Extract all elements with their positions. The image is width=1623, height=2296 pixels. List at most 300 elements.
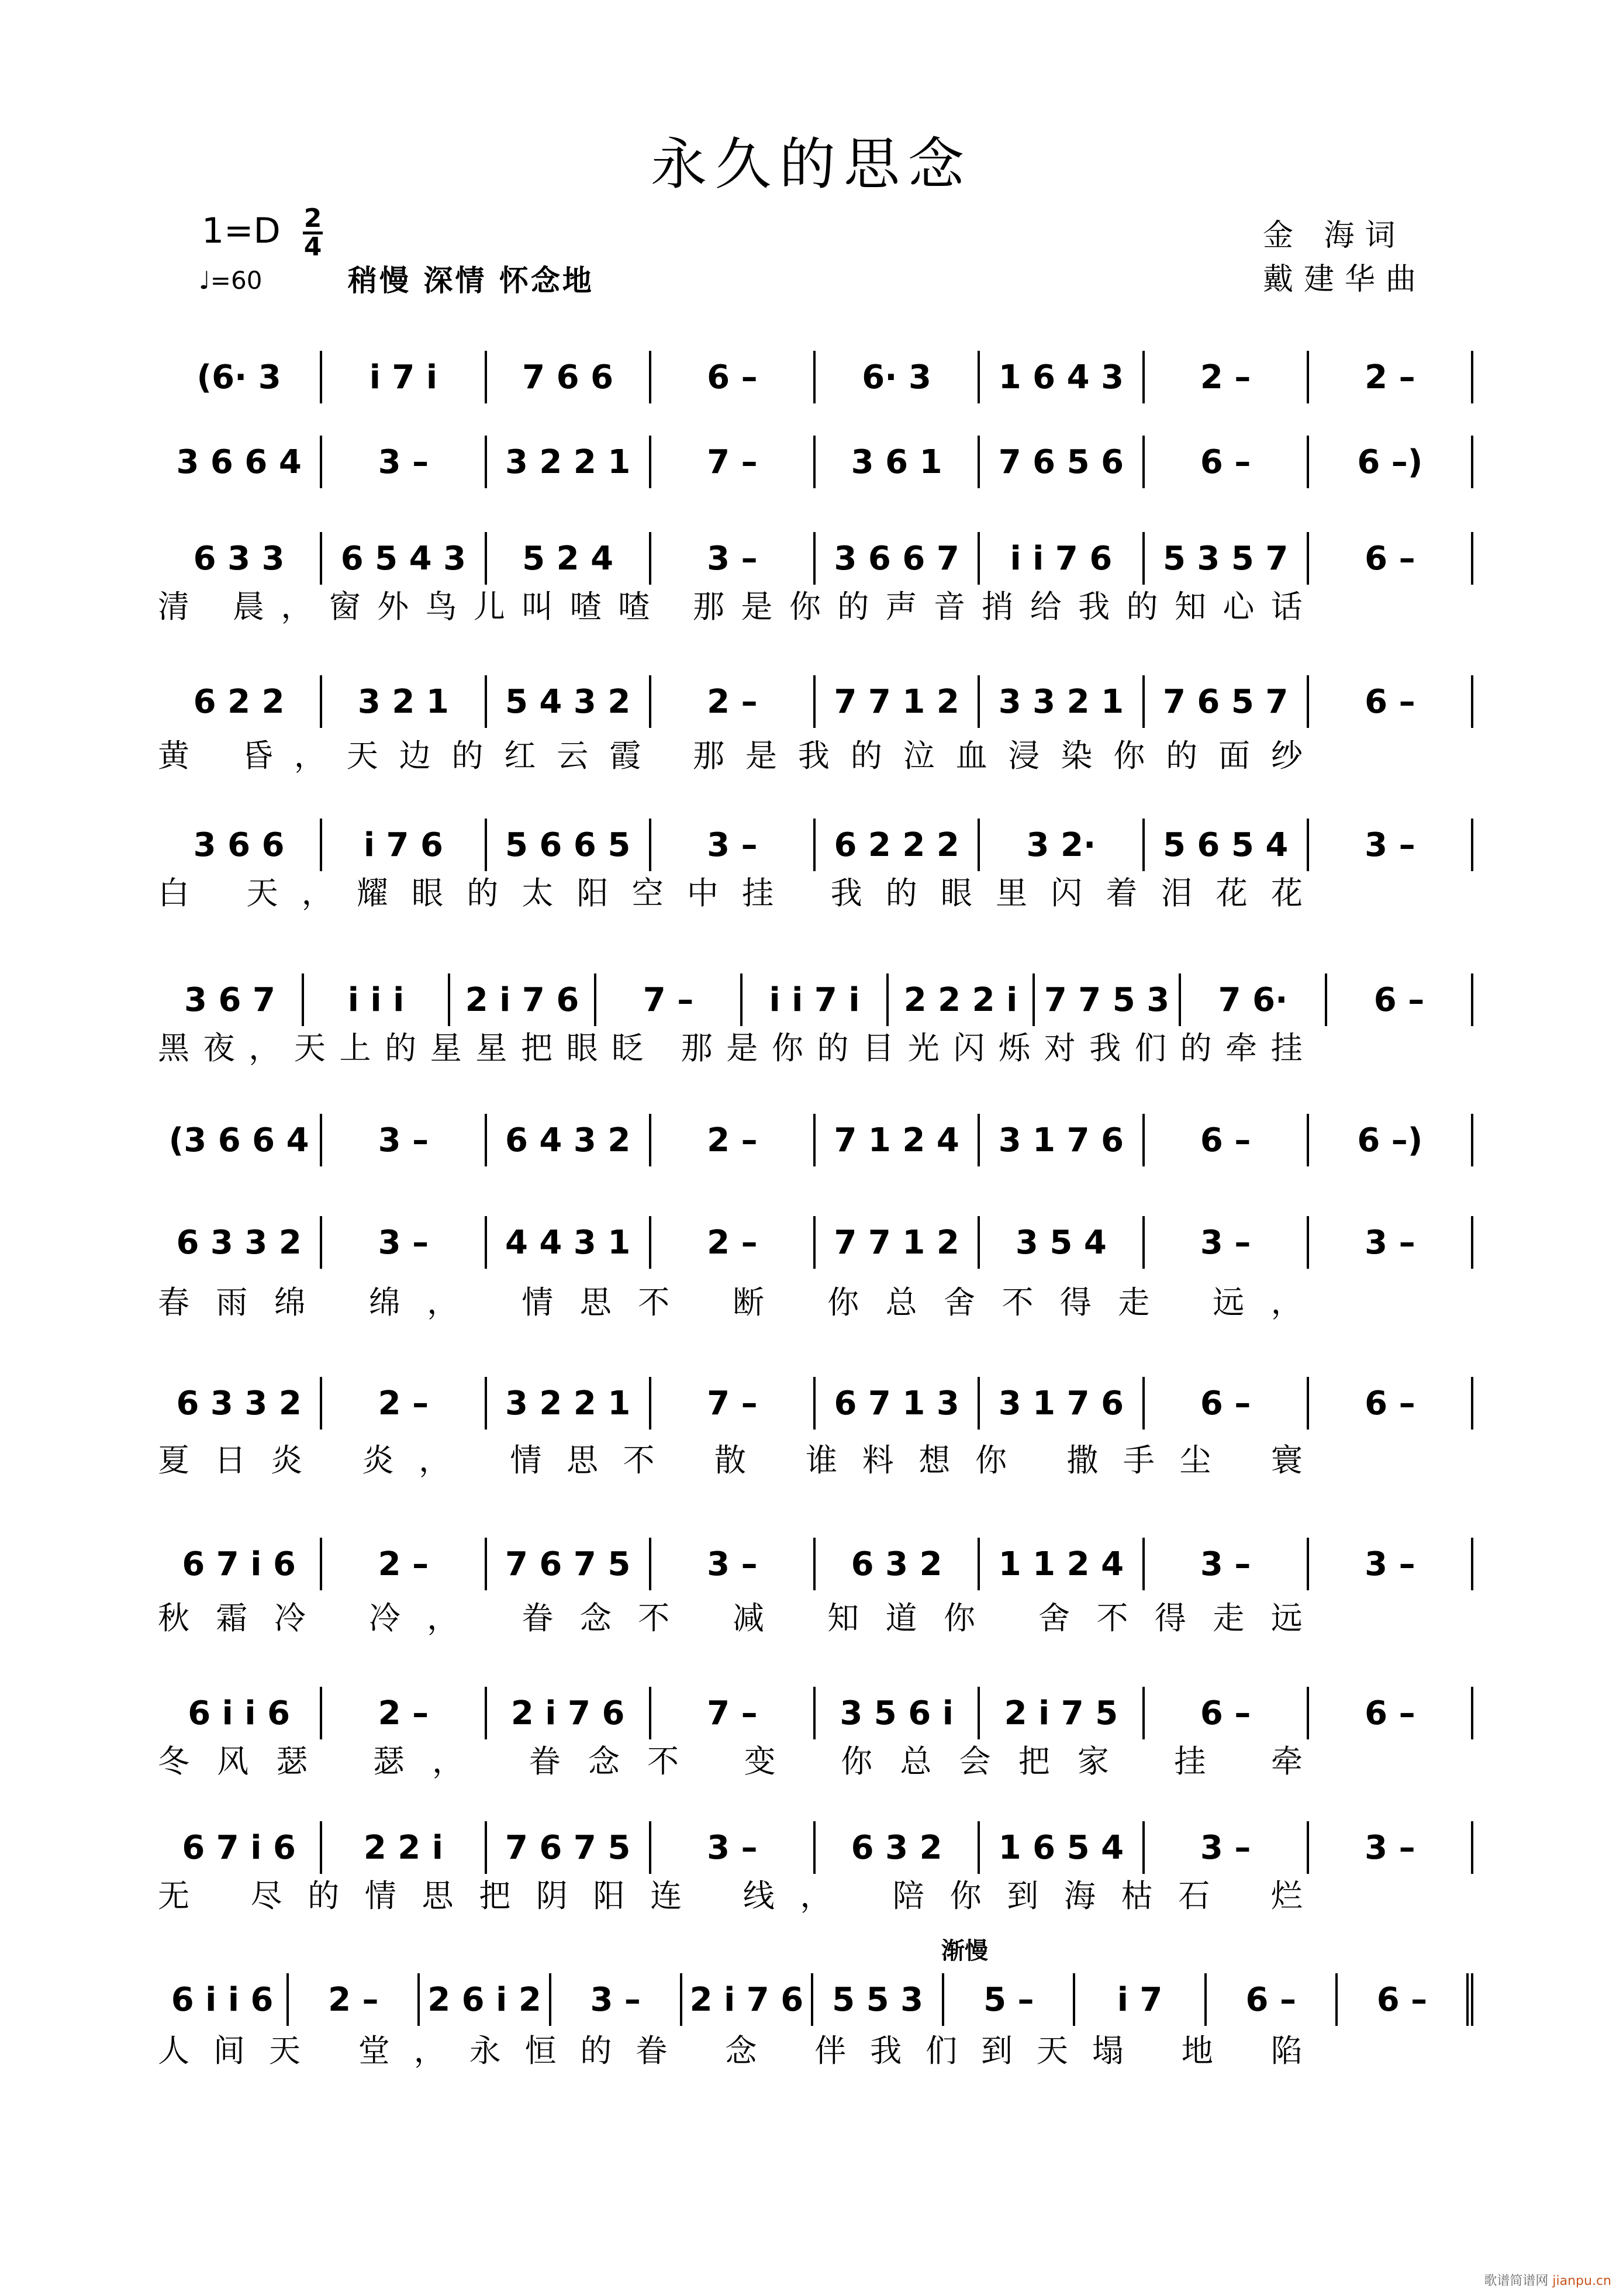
time-signature [303, 203, 323, 262]
measure: 6 – [1327, 973, 1473, 1026]
lyric-char: 线 [743, 1877, 776, 1914]
lyric-char: 无 [158, 1877, 191, 1914]
lyric-char: 染 [1061, 737, 1094, 774]
lyric-char: 得 [1059, 1284, 1093, 1321]
measure: 2 2 2 i [889, 973, 1035, 1026]
lyric-char: 远 [1213, 1284, 1246, 1321]
lyric-char: 不 [638, 1284, 671, 1321]
lyric-char: 夏 [158, 1442, 191, 1479]
lyric-line [158, 2026, 1304, 2067]
lyric-char [1032, 1435, 1043, 1476]
measure: 2 – [651, 1114, 816, 1166]
lyric-char: 那 [681, 1030, 714, 1066]
measure: 5 4 3 2 [487, 675, 651, 728]
measure: 3 2 2 1 [487, 436, 651, 488]
lyric-char: 星 [430, 1030, 463, 1066]
measure: 1 1 2 4 [980, 1538, 1144, 1590]
lyric-char: ， [427, 1284, 460, 1321]
lyric-char: 的 [308, 1877, 341, 1914]
measure: 2 – [322, 1687, 486, 1739]
lyric-line [158, 1871, 1304, 1912]
measure: 6 4 3 2 [487, 1114, 651, 1166]
measure: 6 – [1145, 436, 1309, 488]
measure: i 7 6 [322, 819, 486, 871]
lyric-line [158, 1435, 1304, 1479]
lyric-char: 尘 [1179, 1442, 1213, 1479]
measure: 4 4 3 1 [487, 1216, 651, 1269]
lyric-char: 边 [399, 737, 432, 774]
lyric-char: 上 [339, 1030, 372, 1066]
lyric-char [696, 1278, 707, 1318]
watermark [1484, 2271, 1611, 2289]
lyric-char: 塌 [1092, 2032, 1125, 2069]
lyric-char [791, 1278, 802, 1318]
lyric-char [679, 1435, 690, 1476]
lyric-char: 冷 [274, 1600, 307, 1636]
lyric-char: ， [281, 588, 314, 625]
lyric-char: 太 [522, 875, 555, 912]
measure: (3 6 6 4 [158, 1114, 322, 1166]
lyric-char: 光 [907, 1030, 941, 1066]
measure: i i 7 6 [980, 532, 1144, 585]
measure: i 7 [1075, 1973, 1206, 2026]
measure: 1 6 4 3 [980, 351, 1144, 403]
lyric-char: 陷 [1270, 2032, 1304, 2069]
lyric-char: 石 [1178, 1877, 1211, 1914]
lyric-char: 的 [580, 2032, 613, 2069]
lyric-char: 是 [741, 588, 774, 625]
lyric-char: 捎 [982, 588, 1015, 625]
measure: 2 i 7 6 [682, 1973, 813, 2026]
lyric-char: 散 [714, 1442, 747, 1479]
lyric-char: 想 [918, 1442, 952, 1479]
lyric-char: 得 [1154, 1600, 1187, 1636]
measure: 7 6 5 7 [1145, 675, 1309, 728]
lyric-char: ， [427, 1600, 460, 1636]
lyric-char: 天 [1036, 2032, 1069, 2069]
measure: 7 6 5 6 [980, 436, 1144, 488]
lyric-char: ， [301, 875, 334, 912]
score-line [158, 1821, 1473, 1874]
ritardando-annotation: 渐慢 [941, 1938, 988, 1964]
lyric-char [332, 1278, 343, 1318]
lyric-char: 你 [975, 1442, 1008, 1479]
lyric-char: 你 [841, 1743, 874, 1780]
measure: 6 3 3 2 [158, 1377, 322, 1430]
lyric-char: ， [248, 1030, 282, 1066]
lyric-char: 泣 [903, 737, 936, 774]
lyric-char: 到 [1007, 1877, 1040, 1914]
lyric-char: 儿 [473, 588, 506, 625]
lyric-char [213, 868, 224, 909]
lyric-char: ， [293, 737, 327, 774]
lyric-char [1002, 1593, 1013, 1634]
lyric-char: 走 [1213, 1600, 1246, 1636]
measure: 3 – [1145, 1216, 1309, 1269]
lyric-char: 走 [1118, 1284, 1151, 1321]
measure: 6 3 2 [816, 1538, 980, 1590]
lyric-char: 浸 [1008, 737, 1041, 774]
lyric-char: 舍 [1038, 1600, 1072, 1636]
lyric-char: 到 [981, 2032, 1014, 2069]
lyric-char: 空 [631, 875, 665, 912]
measure: 3 6 6 7 [816, 532, 980, 585]
lyric-char: 阳 [593, 1877, 626, 1914]
measure: 3 5 6 i [816, 1687, 980, 1739]
lyric-char: 恒 [524, 2032, 558, 2069]
lyric-line [158, 582, 1304, 623]
lyric-char: 阴 [536, 1877, 569, 1914]
lyric-char: 我 [1089, 1030, 1123, 1066]
lyric-char: 眼 [940, 875, 973, 912]
lyric-char: 的 [817, 1030, 850, 1066]
lyric-char: 闪 [953, 1030, 986, 1066]
lyric-char: 的 [850, 737, 883, 774]
lyric-char: 的 [451, 737, 485, 774]
measure: 7 6· [1181, 973, 1327, 1026]
lyric-char: 尽 [250, 1877, 284, 1914]
lyric-char: 窗 [329, 588, 362, 625]
lyricist-credit: 金 海词 [1263, 218, 1406, 253]
measure: 5 3 5 7 [1145, 532, 1309, 585]
lyric-char: 念 [725, 2032, 758, 2069]
lyric-line [158, 1736, 1304, 1780]
lyric-char [771, 1435, 782, 1476]
lyric-char: 谁 [806, 1442, 839, 1479]
lyric-char: 眼 [412, 875, 445, 912]
measure: 6 – [1338, 1973, 1473, 2026]
measure: 3 5 4 [980, 1216, 1144, 1269]
measure: 3 6 6 4 [158, 436, 322, 488]
lyric-char: 晨 [232, 588, 265, 625]
lyric-char: 对 [1044, 1030, 1077, 1066]
lyric-char: 远 [1270, 1600, 1304, 1636]
measure: 3 – [322, 436, 486, 488]
lyric-char [666, 582, 677, 623]
lyric-char: 白 [158, 875, 191, 912]
score-line [158, 1377, 1473, 1430]
measure: i 7 i [322, 351, 486, 403]
measure: 6· 3 [816, 351, 980, 403]
lyric-char [857, 1871, 868, 1912]
lyric-char: 炎 [271, 1442, 304, 1479]
lyric-char [1137, 1736, 1148, 1777]
measure: 7 – [651, 436, 816, 488]
lyric-char: 给 [1030, 588, 1063, 625]
lyric-char: 的 [1180, 1030, 1213, 1066]
measure: 2 6 i 2 [420, 1973, 551, 2026]
lyric-char: 烁 [999, 1030, 1032, 1066]
lyric-char [657, 1023, 668, 1064]
measure: 2 2 i [322, 1821, 486, 1874]
time-signature-bottom: 4 [303, 232, 322, 262]
lyric-char: 人 [158, 2032, 191, 2069]
lyric-char: 你 [771, 1030, 804, 1066]
lyric-char [485, 1593, 496, 1634]
lyric-char: 思 [579, 1284, 613, 1321]
measure: 6 3 3 [158, 532, 322, 585]
lyric-char: 瑟 [276, 1743, 309, 1780]
measure: 5 6 6 5 [487, 819, 651, 871]
measure: 7 6 7 5 [487, 1821, 651, 1874]
lyric-char: 是 [745, 737, 779, 774]
lyric-char [206, 582, 217, 623]
lyric-char: 鸟 [425, 588, 458, 625]
lyric-char: 连 [650, 1877, 683, 1914]
tempo-marking: ♩=60 [199, 266, 263, 295]
lyric-char: 道 [885, 1600, 918, 1636]
lyric-char: 眼 [566, 1030, 599, 1066]
score-line [158, 675, 1473, 728]
score-line [158, 1538, 1473, 1590]
lyric-char [781, 2026, 792, 2067]
lyric-char: 变 [744, 1743, 777, 1780]
measure: 6 – [651, 351, 816, 403]
measure: 3 – [651, 1538, 816, 1590]
measure: 6 2 2 [158, 675, 322, 728]
lyric-char: 目 [862, 1030, 896, 1066]
measure: 7 7 1 2 [816, 1216, 980, 1269]
lyric-char: 声 [885, 588, 918, 625]
lyric-char: 秋 [158, 1600, 191, 1636]
lyric-char: 喳 [569, 588, 603, 625]
lyric-char: 我 [870, 2032, 903, 2069]
lyric-char: 喳 [618, 588, 651, 625]
lyric-char [1148, 2026, 1159, 2067]
lyric-char [803, 1736, 814, 1777]
measure: 2 i 7 6 [487, 1687, 651, 1739]
lyric-char: 堂 [358, 2032, 391, 2069]
lyric-char: 天 [246, 875, 279, 912]
song-title: 永久的思念 [651, 132, 972, 197]
lyric-char: 们 [926, 2032, 959, 2069]
measure: 6 3 2 [816, 1821, 980, 1874]
lyric-char: 瑟 [372, 1743, 406, 1780]
lyric-char: 音 [933, 588, 966, 625]
measure: 7 7 5 3 [1035, 973, 1181, 1026]
lyric-char [707, 1871, 719, 1912]
lyric-char: 烂 [1270, 1877, 1304, 1914]
lyric-char [797, 868, 808, 909]
lyric-char: 叫 [522, 588, 555, 625]
expression-marking: 稍慢 深情 怀念地 [348, 264, 594, 298]
lyric-char: 中 [686, 875, 720, 912]
watermark-site: jianpu.cn [1552, 2274, 1611, 2288]
composer-credit: 戴建华曲 [1263, 262, 1427, 297]
measure: 7 1 2 4 [816, 1114, 980, 1166]
lyric-char: 永 [469, 2032, 502, 2069]
lyric-char: 不 [1096, 1600, 1130, 1636]
measure: 2 – [322, 1377, 486, 1430]
lyric-char: 我 [797, 737, 831, 774]
lyric-char: 情 [364, 1877, 398, 1914]
measure: 6 – [1309, 1687, 1473, 1739]
lyric-char: 日 [214, 1442, 247, 1479]
measure: 6 i i 6 [158, 1687, 322, 1739]
lyric-char: 红 [504, 737, 537, 774]
measure: 2 – [651, 675, 816, 728]
lyric-char: 黄 [158, 737, 191, 774]
lyric-char [1236, 1435, 1247, 1476]
measure: 3 6 1 [816, 436, 980, 488]
measure: i i 7 i [743, 973, 889, 1026]
lyric-char: 念 [579, 1600, 613, 1636]
measure: 3 – [1309, 1538, 1473, 1590]
measure: 3 2 2 1 [487, 1377, 651, 1430]
lyric-char: 绵 [368, 1284, 402, 1321]
lyric-char: 春 [158, 1284, 191, 1321]
lyric-char: 云 [557, 737, 590, 774]
lyric-char: 的 [885, 875, 918, 912]
lyric-char: 把 [1018, 1743, 1051, 1780]
lyric-char: 话 [1270, 588, 1304, 625]
measure: 7 – [651, 1377, 816, 1430]
lyric-char: ， [419, 1442, 452, 1479]
measure: 6 7 i 6 [158, 1538, 322, 1590]
lyric-char: 霞 [609, 737, 643, 774]
lyric-char: ， [413, 2032, 447, 2069]
measure: 2 – [1145, 351, 1309, 403]
measure: 3 – [551, 1973, 682, 2026]
lyric-char: 黑 [158, 1030, 191, 1066]
lyric-char: 我 [1078, 588, 1111, 625]
lyric-char [324, 2026, 336, 2067]
lyric-char: 的 [467, 875, 500, 912]
score-line [158, 351, 1473, 403]
lyric-char: 不 [623, 1442, 656, 1479]
lyric-char: 绵 [274, 1284, 307, 1321]
lyric-char: 不 [647, 1743, 681, 1780]
lyric-char: 间 [213, 2032, 246, 2069]
measure: 6 7 i 6 [158, 1821, 322, 1874]
lyric-char: 纱 [1270, 737, 1304, 774]
lyric-char [1234, 1736, 1245, 1777]
lyric-char: 眨 [612, 1030, 645, 1066]
lyric-char: 里 [996, 875, 1029, 912]
measure: 6 –) [1309, 1114, 1473, 1166]
lyric-char [210, 731, 222, 772]
lyric-char [1235, 1871, 1246, 1912]
measure: 6 – [1145, 1687, 1309, 1739]
lyric-char: 心 [1223, 588, 1256, 625]
lyric-char: 减 [733, 1600, 766, 1636]
measure: 5 6 5 4 [1145, 819, 1309, 871]
measure: 3 – [1309, 1216, 1473, 1269]
lyric-char: ， [1270, 1284, 1304, 1321]
lyric-char: 是 [726, 1030, 759, 1066]
lyric-char: 挂 [742, 875, 775, 912]
measure: 1 6 5 4 [980, 1821, 1144, 1874]
lyric-char: 血 [955, 737, 989, 774]
lyric-char: ， [432, 1743, 465, 1780]
lyric-char: 陪 [892, 1877, 926, 1914]
measure: i i i [304, 973, 450, 1026]
lyric-char [706, 1736, 717, 1777]
score-line [158, 532, 1473, 585]
measure: 6 – [1207, 1973, 1338, 2026]
measure: 2 – [289, 1973, 420, 2026]
lyric-char: 总 [885, 1284, 918, 1321]
lyric-char: 的 [1166, 737, 1199, 774]
lyric-char: 那 [693, 737, 726, 774]
measure: 5 2 4 [487, 532, 651, 585]
lyric-char: 炎 [362, 1442, 395, 1479]
measure: 3 – [651, 1821, 816, 1874]
lyric-char: 撒 [1066, 1442, 1100, 1479]
lyric-char: 那 [693, 588, 726, 625]
measure: 6 i i 6 [158, 1973, 289, 2026]
lyric-char: 总 [900, 1743, 933, 1780]
lyric-char: 家 [1077, 1743, 1110, 1780]
lyric-char: 思 [566, 1442, 599, 1479]
measure: 6 7 1 3 [816, 1377, 980, 1430]
lyric-char: 花 [1215, 875, 1249, 912]
measure: 3 – [651, 819, 816, 871]
lyric-char: 思 [422, 1877, 455, 1914]
measure: 7 7 1 2 [816, 675, 980, 728]
lyric-char: 清 [158, 588, 191, 625]
lyric-char: 天 [293, 1030, 327, 1066]
measure: 3 – [322, 1216, 486, 1269]
lyric-char: 断 [733, 1284, 766, 1321]
lyric-char: ， [800, 1877, 833, 1914]
measure: 3 – [1145, 1821, 1309, 1874]
lyric-char: 念 [588, 1743, 621, 1780]
lyric-char: 星 [475, 1030, 509, 1066]
lyric-char [691, 2026, 702, 2067]
measure: 2 – [322, 1538, 486, 1590]
lyric-char: 的 [1126, 588, 1159, 625]
measure: 3 6 6 [158, 819, 322, 871]
lyric-char [475, 1435, 486, 1476]
time-signature-top: 2 [303, 203, 322, 233]
measure: 6 – [1309, 532, 1473, 585]
lyric-char: 知 [827, 1600, 861, 1636]
lyric-char: 夜 [203, 1030, 236, 1066]
score-line [158, 1114, 1473, 1166]
measure: 2 i 7 5 [980, 1687, 1144, 1739]
measure: 6 3 3 2 [158, 1216, 322, 1269]
measure: 6 – [1145, 1114, 1309, 1166]
score-line [158, 1687, 1473, 1739]
lyric-char [1176, 1278, 1187, 1318]
lyric-char: 你 [789, 588, 822, 625]
lyric-char: 料 [862, 1442, 895, 1479]
score-line [158, 436, 1473, 488]
lyric-char: 风 [217, 1743, 250, 1780]
lyric-char [791, 1593, 802, 1634]
lyric-char: 雨 [216, 1284, 249, 1321]
measure: 7 6 6 [487, 351, 651, 403]
measure: 5 – [944, 1973, 1075, 2026]
lyric-char: 挂 [1174, 1743, 1207, 1780]
score-line [158, 819, 1473, 871]
measure: 3 1 7 6 [980, 1114, 1144, 1166]
lyric-line [158, 1593, 1304, 1634]
lyric-char: 面 [1218, 737, 1252, 774]
lyric-char: 你 [949, 1877, 983, 1914]
lyric-line [158, 731, 1304, 772]
key-signature: 1=D [202, 210, 281, 251]
lyric-char: 舍 [944, 1284, 977, 1321]
lyric-char: 地 [1181, 2032, 1214, 2069]
lyric-char: 牵 [1270, 1743, 1304, 1780]
measure: 6 – [1309, 1377, 1473, 1430]
lyric-char [327, 1435, 339, 1476]
measure: 6 2 2 2 [816, 819, 980, 871]
measure: 3 – [1309, 819, 1473, 871]
lyric-char: 把 [479, 1877, 512, 1914]
